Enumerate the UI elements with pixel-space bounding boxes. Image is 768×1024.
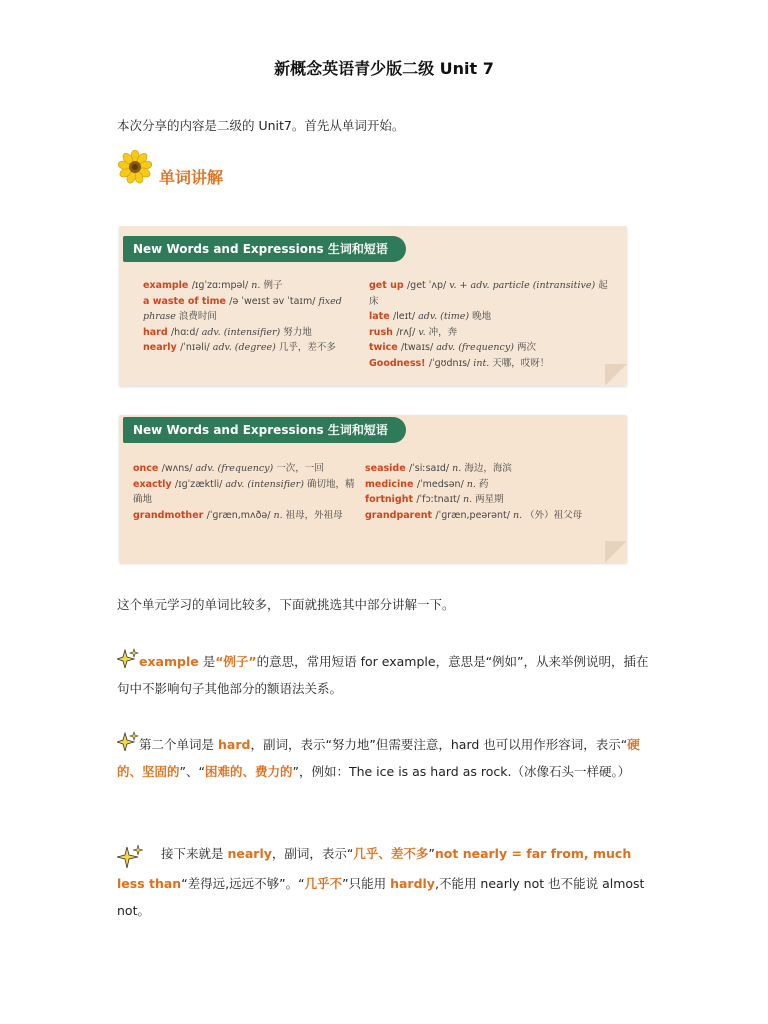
vocab-word: get up	[369, 280, 407, 291]
keyword-meaning: “例子”	[215, 654, 257, 669]
vocab-cn: 几乎，差不多	[278, 342, 336, 353]
vocab-cn: （外）祖父母	[525, 509, 583, 521]
vocab-pos: adv. (intensifier)	[225, 478, 307, 490]
text: ”，例如：The ice is as hard as rock.（冰像石头一样硬。）	[292, 764, 631, 779]
vocab-cn: 浪费时间	[178, 311, 217, 322]
vocab-pron: /rʌʃ/	[396, 326, 419, 338]
vocab-pos: adv. (time)	[418, 311, 473, 322]
card-header: New Words and Expressions 生词和短语	[123, 417, 406, 443]
text: ，副词，表示“	[271, 846, 354, 861]
vocab-pos: adv. (frequency)	[436, 342, 517, 353]
vocab-column-right	[369, 278, 609, 371]
vocab-pron: /ˈsiːsaɪd/	[408, 463, 453, 474]
vocab-pron: /ˈnɪəli/	[180, 342, 213, 353]
vocab-cn: 确切地，精确地	[133, 478, 355, 505]
vocab-column-left	[143, 278, 368, 356]
vocab-pos: n.	[251, 280, 264, 291]
page-title: 新概念英语青少版二级 Unit 7	[274, 59, 494, 78]
text: 第二个单词是	[139, 737, 218, 752]
vocab-pron: /ˈmedsən/	[416, 478, 467, 490]
card-header: New Words and Expressions 生词和短语	[123, 236, 406, 262]
section-label: 单词讲解	[159, 168, 224, 187]
vocab-entry	[143, 278, 368, 294]
vocab-pron: /hɑːd/	[170, 326, 202, 338]
vocab-pron: /ɪɡˈzæktli/	[174, 478, 226, 490]
vocab-word: fortnight	[365, 494, 417, 505]
vocab-word: a waste of time	[143, 295, 230, 307]
keyword-meaning: 几乎不	[304, 876, 343, 891]
keyword: nearly	[227, 846, 272, 861]
vocab-word: once	[133, 463, 162, 474]
text: “差得远,远远不够”。“	[181, 876, 305, 891]
keyword: example	[139, 654, 199, 669]
sparkle-icon	[117, 731, 139, 751]
vocab-pos: adv. (degree)	[212, 342, 279, 353]
paragraph-nearly	[117, 840, 657, 924]
vocab-entry	[133, 508, 359, 524]
vocab-pos: adv. (frequency)	[195, 463, 277, 474]
vocab-entry	[365, 508, 605, 524]
intro-text: 本次分享的内容是二级的 Unit7。首先从单词开始。	[117, 118, 405, 133]
vocab-cn: 例子	[263, 280, 283, 291]
vocab-pos: adv. (intensifier)	[201, 326, 284, 338]
vocab-column-right	[365, 461, 605, 523]
paragraph-example	[117, 648, 657, 702]
vocab-pos: v. + adv. particle (intransitive)	[449, 280, 599, 291]
vocab-entry	[133, 461, 359, 477]
vocab-pron: /leɪt/	[392, 311, 419, 322]
vocab-cn: 冲，奔	[428, 326, 458, 338]
vocab-cn: 两星期	[475, 494, 504, 505]
text: ”只能用	[342, 876, 391, 891]
vocab-word: twice	[369, 342, 401, 353]
vocab-cn: 药	[478, 478, 489, 490]
sparkle-icon	[117, 844, 145, 870]
vocab-cn: 祖母，外祖母	[285, 509, 343, 521]
vocab-pos: n.	[452, 463, 465, 474]
paragraph-hard	[117, 731, 657, 785]
vocab-word: medicine	[365, 478, 417, 490]
keyword: hard	[217, 737, 251, 752]
vocab-pos: n.	[512, 509, 526, 521]
vocab-cn: 起床	[369, 280, 608, 307]
vocab-cn: 两次	[516, 342, 536, 353]
vocab-cn: 海边，海滨	[464, 463, 512, 474]
vocab-entry	[369, 278, 609, 309]
paragraph-1: 这个单元学习的单词比较多，下面就挑选其中部分讲解一下。	[117, 597, 455, 612]
vocab-entry	[365, 461, 605, 477]
text: ”、“	[179, 764, 205, 779]
vocab-word: rush	[369, 326, 397, 338]
vocab-word: exactly	[133, 478, 175, 490]
vocab-card-2	[119, 415, 627, 563]
vocab-entry	[369, 325, 609, 341]
text: 接下来就是	[161, 846, 228, 861]
vocab-entry	[143, 340, 368, 356]
vocab-pron: /ɪɡˈzɑːmpəl/	[191, 280, 252, 291]
vocab-entry	[365, 477, 605, 493]
vocab-pron: /ˈɡʊdnɪs/	[428, 357, 474, 369]
vocab-pron: /ə ˈweɪst əv ˈtaɪm/	[229, 295, 319, 307]
vocab-entry	[143, 325, 368, 341]
text: 是	[198, 654, 216, 669]
phrase: not nearly = far from, much less than	[117, 846, 632, 891]
sparkle-icon	[117, 648, 139, 668]
page-curl	[605, 541, 627, 563]
vocab-word: grandmother	[133, 509, 207, 521]
vocab-entry	[369, 356, 609, 372]
vocab-entry	[369, 309, 609, 325]
vocab-pos: n.	[466, 478, 479, 490]
vocab-word: nearly	[143, 342, 181, 353]
vocab-cn: 天哪，哎呀！	[492, 357, 550, 369]
vocab-card-1	[119, 226, 627, 386]
vocab-pron: /ˈɡræn,peərənt/	[435, 509, 513, 521]
vocab-word: Goodness!	[369, 357, 429, 369]
vocab-pron: /wʌns/	[161, 463, 196, 474]
vocab-pron: /get ˈʌp/	[406, 280, 450, 291]
vocab-pos: n.	[462, 494, 476, 505]
vocab-pos: n.	[273, 509, 286, 521]
vocab-entry	[365, 492, 605, 508]
keyword-meaning: 硬的、坚固的	[117, 737, 640, 779]
vocab-pron: /twaɪs/	[400, 342, 437, 353]
vocab-cn: 一次，一回	[276, 463, 324, 474]
vocab-column-left	[133, 461, 359, 523]
text: ”	[428, 846, 435, 861]
vocab-pos: int.	[473, 357, 493, 369]
keyword-meaning: 困难的、费力的	[204, 764, 293, 779]
vocab-pos: fixed phrase	[143, 295, 342, 322]
vocab-pron: /ˈɡræn,mʌðə/	[206, 509, 274, 521]
vocab-word: late	[369, 311, 393, 322]
vocab-word: seaside	[365, 463, 409, 474]
sunflower-icon	[117, 150, 153, 184]
vocab-entry	[143, 294, 368, 325]
vocab-pron: /ˈfɔːtnaɪt/	[416, 494, 463, 505]
vocab-word: example	[143, 280, 192, 291]
text: ,不能用 nearly not 也不能说 almost not。	[117, 876, 645, 918]
vocab-word: grandparent	[365, 509, 436, 521]
vocab-pos: v.	[418, 326, 429, 338]
page-curl	[605, 364, 627, 386]
vocab-word: hard	[143, 326, 171, 338]
text: ，副词，表示“努力地”但需要注意，hard 也可以用作形容词，表示“	[250, 737, 628, 752]
vocab-cn: 晚地	[472, 311, 492, 322]
text: 的意思，常用短语 for example，意思是“例如”，从来举例说明，插在句中不影响句子其他部分的额语法关系。	[117, 654, 649, 696]
vocab-entry	[133, 477, 359, 508]
vocab-entry	[369, 340, 609, 356]
keyword-meaning: 几乎、差不多	[353, 846, 429, 861]
keyword: hardly	[390, 876, 435, 891]
vocab-cn: 努力地	[283, 326, 312, 338]
